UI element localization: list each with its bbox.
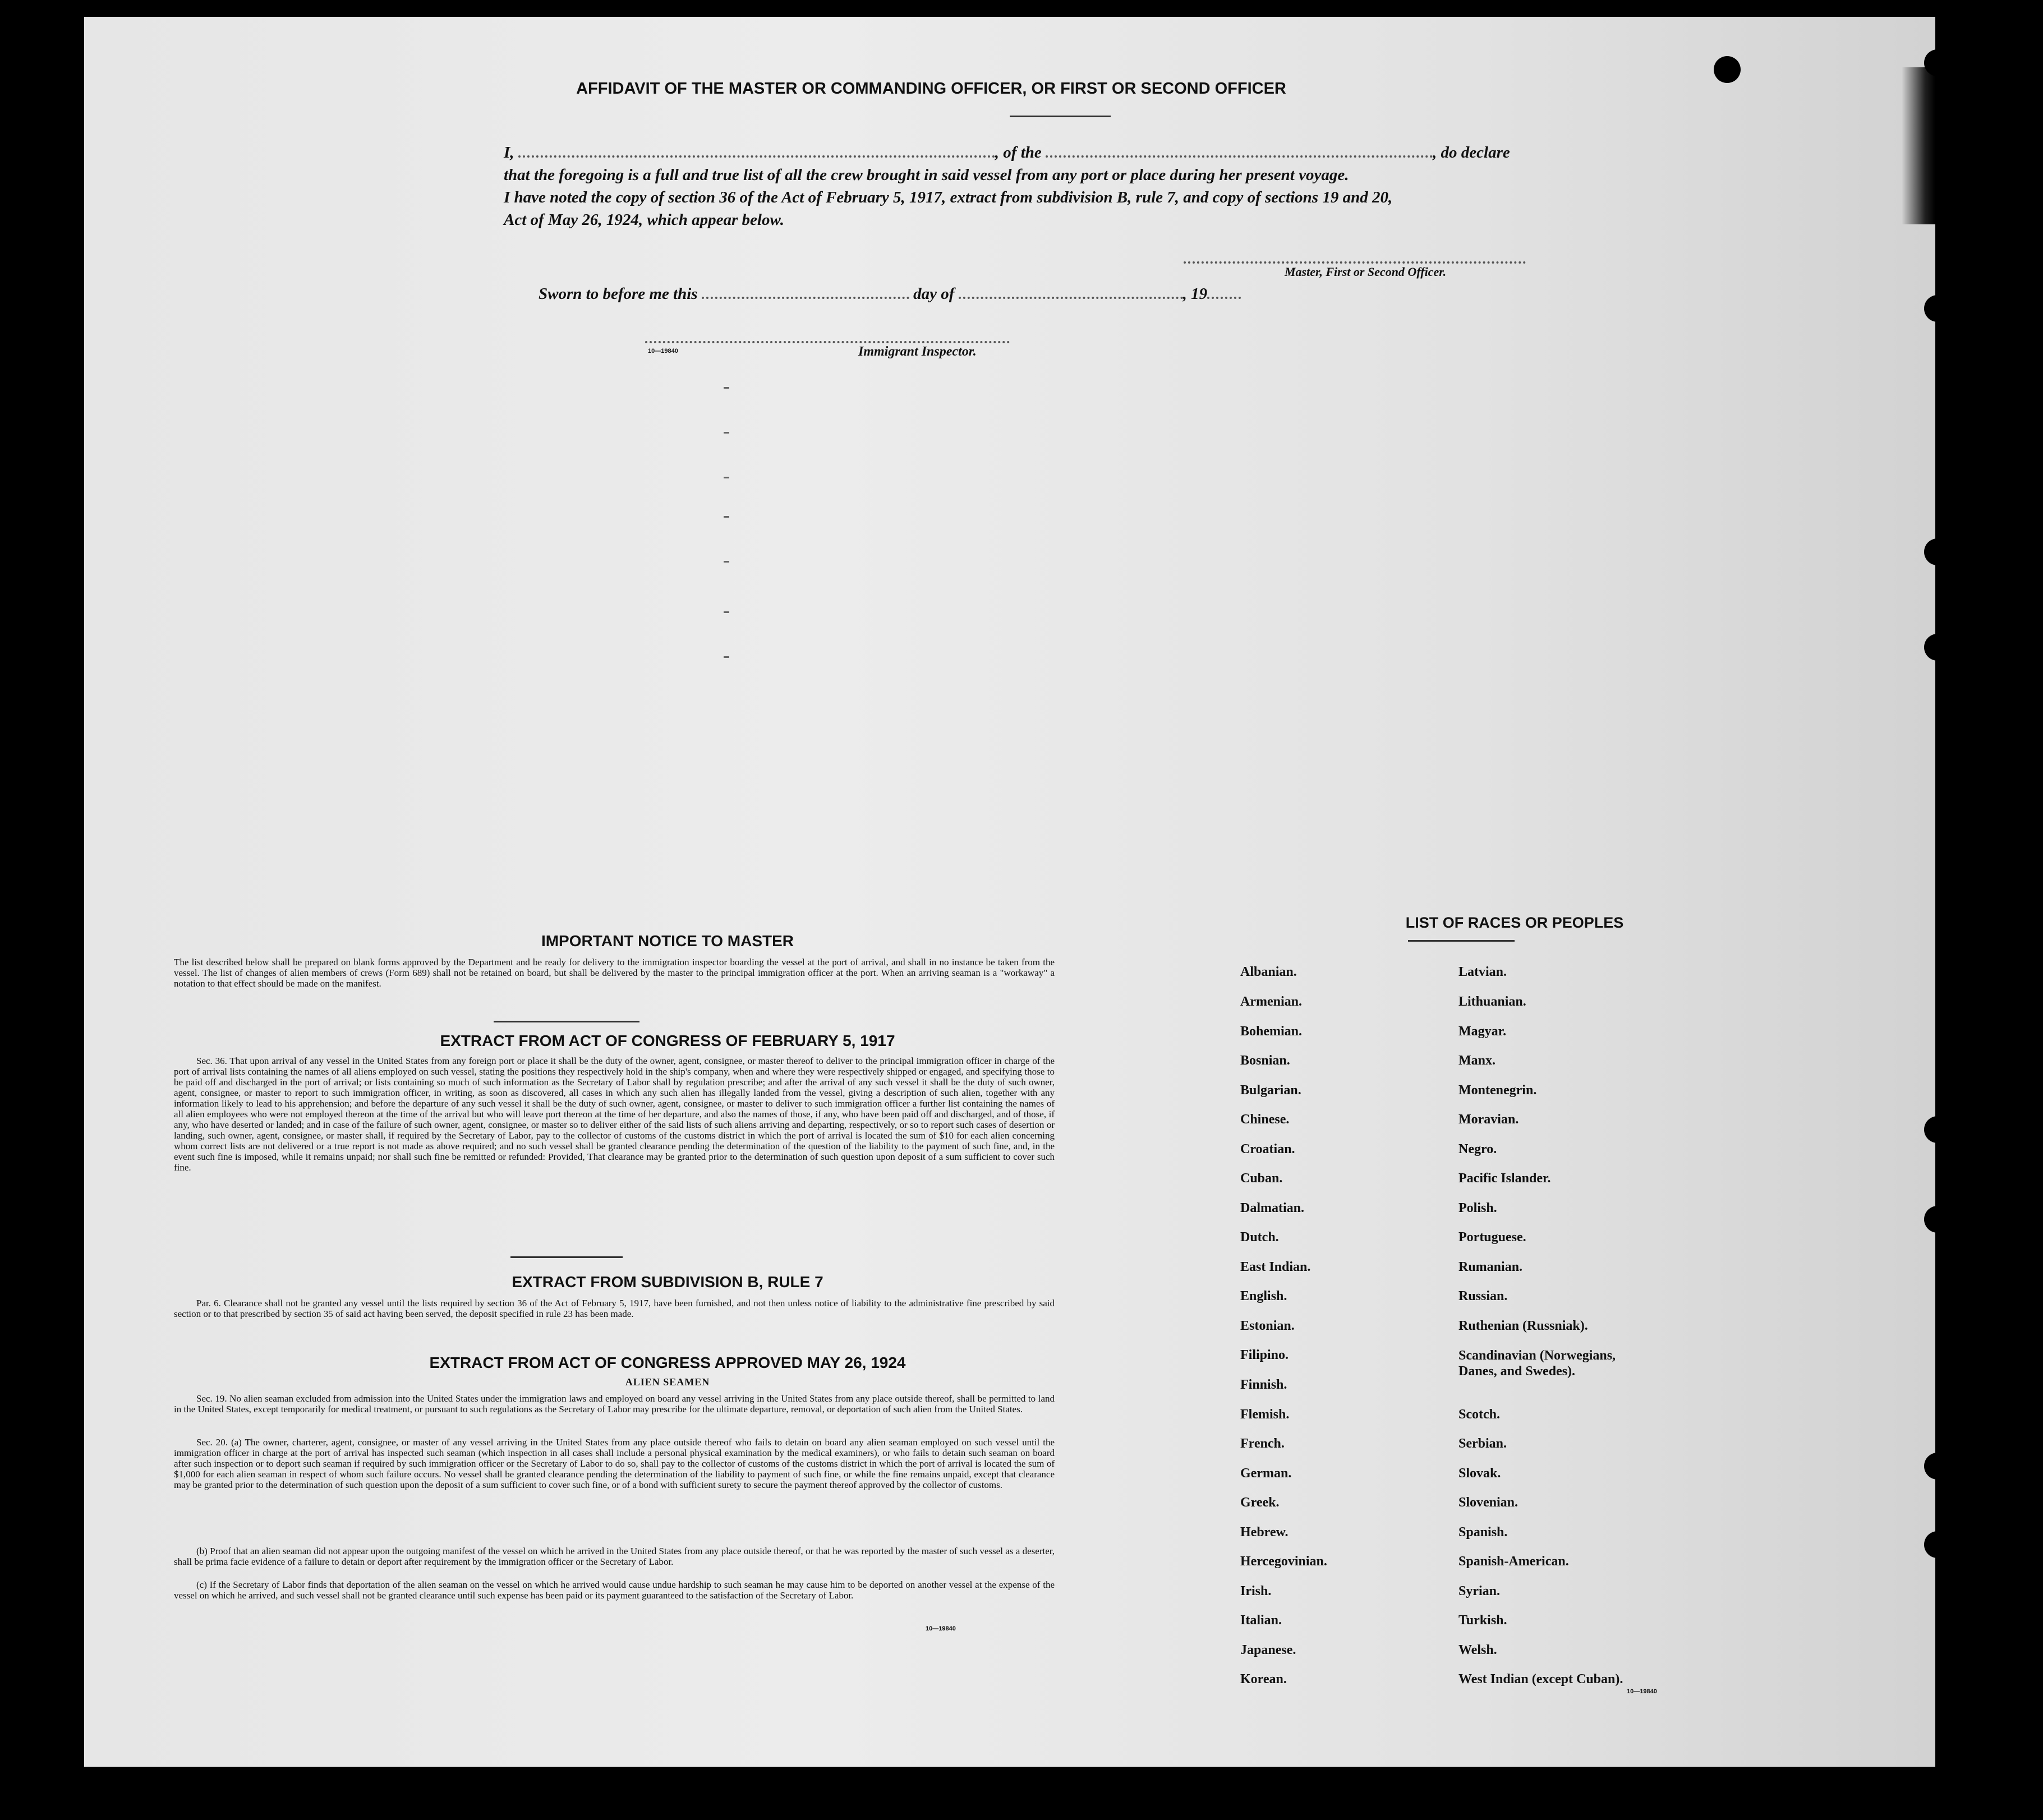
race-right-item: Russian. (1458, 1289, 1508, 1303)
race-right-item: Scandinavian (Norwegians, Danes, and Swedes). (1458, 1348, 1616, 1379)
extract-1924-title: EXTRACT FROM ACT OF CONGRESS APPROVED MAY 26, 1924 (429, 1354, 906, 1371)
race-right-item: Slovenian. (1458, 1495, 1519, 1510)
race-right-item: Pacific Islander. (1458, 1171, 1551, 1186)
race-left-item: East Indian. (1240, 1260, 1311, 1274)
race-left-item: Dutch. (1240, 1230, 1279, 1245)
race-left-item: Korean. (1240, 1672, 1287, 1687)
affidavit-line3: I have noted the copy of section 36 of the Act of February 5, 1917, extract from subdivision B, rule 7, and copy of sections 19 and 20, (504, 188, 1393, 206)
race-left-item: Japanese. (1240, 1643, 1296, 1657)
punch-hole (1924, 538, 1951, 565)
form-number: 10—19840 (648, 348, 678, 354)
inspector-signature-line[interactable] (645, 341, 1010, 343)
race-right-item: Rumanian. (1458, 1260, 1523, 1274)
divider (1408, 940, 1515, 942)
race-right-item: Welsh. (1458, 1643, 1497, 1657)
race-right-item: Latvian. (1458, 965, 1507, 979)
master-signature-line[interactable] (1184, 261, 1526, 264)
subdivision-b-text: Par. 6. Clearance shall not be granted any vessel until the lists required by section 36 of the Act of February 5, 1917, have been furnished, and not then unless notice of liability to the administrative fine prescribed by said section or to that prescribed by section 35 of said act having been served, the deposit specified in rule 23 has been made. (174, 1298, 1055, 1319)
vessel-blank[interactable] (1046, 155, 1433, 158)
notice-title: IMPORTANT NOTICE TO MASTER (541, 932, 794, 950)
race-left-item: Croatian. (1240, 1142, 1295, 1156)
race-left-item: Cuban. (1240, 1171, 1283, 1186)
race-left-item: Greek. (1240, 1495, 1280, 1510)
sworn-line (539, 285, 1241, 303)
race-left-item: Hercegovinian. (1240, 1554, 1327, 1569)
punch-hole (1924, 295, 1951, 322)
declare-label: , do declare (1433, 144, 1510, 162)
inspector-label: Immigrant Inspector. (858, 344, 977, 359)
punch-hole (1924, 1116, 1951, 1143)
extract-1917-title: EXTRACT FROM ACT OF CONGRESS OF FEBRUARY 5, 1917 (440, 1032, 895, 1049)
master-signature-label: Master, First or Second Officer. (1285, 265, 1447, 279)
punch-hole (1924, 1531, 1951, 1558)
fold-mark (724, 611, 729, 613)
race-right-item: Scotch. (1458, 1407, 1500, 1422)
sec-20b-text: (b) Proof that an alien seaman did not appear upon the outgoing manifest of the vessel on which he arrived in the United States from any place outside thereof, or that he was reported by the master of such vessel as a deserter, shall be prima facie evidence of a failure to detain or deport after requirement by the immigration officer or the Secretary of Labor. (174, 1546, 1055, 1567)
races-title: LIST OF RACES OR PEOPLES (1405, 914, 1624, 931)
notice-text: The list described below shall be prepared on blank forms approved by the Department and be ready for delivery to the immigration inspector boarding the vessel at the port of arrival, and shall in no instance be taken from the vessel. The list of changes of alien members of crews (Form 689) shall not be retained on board, but shall be delivered by the master to the principal immigration officer at the port. When an arriving seaman is a "workaway" a notation to that effect should be made on the manifest. (174, 957, 1055, 989)
race-right-item: Serbian. (1458, 1436, 1507, 1451)
race-left-item: Finnish. (1240, 1377, 1287, 1392)
form-number: 10—19840 (926, 1625, 956, 1632)
race-right-item: Syrian. (1458, 1584, 1501, 1598)
fold-mark (724, 656, 729, 658)
affidavit-line4: Act of May 26, 1924, which appear below. (504, 211, 784, 229)
form-number: 10—19840 (1627, 1688, 1657, 1695)
sworn-year-blank[interactable] (1207, 297, 1241, 299)
race-right-item: Magyar. (1458, 1024, 1507, 1039)
fold-mark (724, 432, 729, 434)
race-left-item: German. (1240, 1466, 1292, 1481)
race-left-item: Estonian. (1240, 1319, 1295, 1333)
alien-seamen-subtitle: ALIEN SEAMEN (625, 1376, 710, 1388)
race-right-item: Manx. (1458, 1053, 1496, 1068)
sworn-day-blank[interactable] (702, 297, 909, 299)
punch-hole (1924, 634, 1951, 661)
race-left-item: Bulgarian. (1240, 1083, 1301, 1098)
race-right-item: Turkish. (1458, 1613, 1507, 1628)
punch-hole (1924, 1206, 1951, 1233)
fold-mark (724, 387, 729, 389)
race-left-item: French. (1240, 1436, 1285, 1451)
fold-mark (724, 516, 729, 518)
fold-mark (724, 477, 729, 478)
punch-hole (1714, 56, 1741, 83)
fold-mark (724, 561, 729, 563)
race-left-item: Chinese. (1240, 1112, 1290, 1127)
race-left-item: Armenian. (1240, 994, 1302, 1009)
sworn-month-blank[interactable] (959, 297, 1183, 299)
divider (1010, 116, 1111, 117)
day-of-label: day of (913, 285, 955, 303)
punch-hole (1924, 1453, 1951, 1480)
race-left-item: Albanian. (1240, 965, 1297, 979)
race-right-item: Slovak. (1458, 1466, 1501, 1481)
race-right-item: Negro. (1458, 1142, 1497, 1156)
name-blank[interactable] (518, 155, 995, 158)
race-right-item: Polish. (1458, 1201, 1497, 1215)
race-right-item: Ruthenian (Russniak). (1458, 1319, 1588, 1333)
sec-19-text: Sec. 19. No alien seaman excluded from admission into the United States under the immigration laws and employed on board any vessel arriving in the United States from any place outside thereof, shall be permitted to land in the United States, except temporarily for medical treatment, or pursuant to such regulations as the Secretary of Labor may prescribe for the ultimate departure, removal, or deportation of such alien from the United States. (174, 1393, 1055, 1414)
race-right-item: Lithuanian. (1458, 994, 1526, 1009)
sec-20c-text: (c) If the Secretary of Labor finds that deportation of the alien seaman on the vessel on which he arrived would cause undue hardship to such seaman he may cause him to be deported on another vessel at the expense of the vessel on which he arrived, and such vessel shall not be granted clearance until such expense has been paid or its payment guaranteed to the satisfaction of the Secretary of Labor. (174, 1579, 1055, 1601)
race-left-item: English. (1240, 1289, 1287, 1303)
affidavit-line2: that the foregoing is a full and true list of all the crew brought in said vessel from any port or place during her present voyage. (504, 166, 1349, 184)
divider (510, 1256, 623, 1258)
race-left-item: Filipino. (1240, 1348, 1289, 1362)
race-left-item: Italian. (1240, 1613, 1282, 1628)
race-right-item: Moravian. (1458, 1112, 1519, 1127)
affidavit-title: AFFIDAVIT OF THE MASTER OR COMMANDING OFFICER, OR FIRST OR SECOND OFFICER (576, 80, 1286, 98)
subdivision-b-title: EXTRACT FROM SUBDIVISION B, RULE 7 (512, 1273, 823, 1291)
sworn-label: Sworn to before me this (539, 285, 698, 303)
sec-20a-text: Sec. 20. (a) The owner, charterer, agent, consignee, or master of any vessel arriving in the United States from any place outside thereof who fails to detain on board any alien seaman employed on such vessel until the immigration officer in charge at the port of arrival has inspected such seaman (which inspection in all cases shall include a personal physical examination by the medical examiners), or who fails to detain such seaman on board after such inspection or to deport such seaman if required by such immigration officer or the Secretary of Labor to do so, shall pay to the collector of customs of the customs district in which the port of arrival is located the sum of $1,000 for each alien seaman in respect of whom such failure occurs. No vessel shall be granted clearance pending the determination of the liability to payment of such fine, or while the fine remains unpaid, except that clearance may be granted prior to the determination of such question upon the deposit of a sum sufficient to cover such fine, or of a bond with sufficient surety to secure the payment thereof approved by the collector of customs. (174, 1437, 1055, 1490)
race-right-item: Montenegrin. (1458, 1083, 1537, 1098)
year-label: , 19 (1182, 285, 1208, 303)
race-left-item: Bohemian. (1240, 1024, 1303, 1039)
race-left-item: Dalmatian. (1240, 1201, 1304, 1215)
of-the-label: , of the (995, 144, 1042, 162)
race-left-item: Hebrew. (1240, 1525, 1289, 1540)
torn-edge (1902, 67, 1935, 224)
race-left-item: Flemish. (1240, 1407, 1290, 1422)
race-left-item: Bosnian. (1240, 1053, 1290, 1068)
race-right-item: Portuguese. (1458, 1230, 1526, 1245)
race-right-item: Spanish. (1458, 1525, 1508, 1540)
divider (494, 1021, 639, 1022)
affidavit-line1 (504, 144, 1631, 162)
extract-1917-text: Sec. 36. That upon arrival of any vessel in the United States from any foreign port or place it shall be the duty of the owner, agent, consignee, or master thereof to deliver to the principal immigration officer in charge of the port of arrival lists containing the names of all aliens employed on such vessel, stating the positions they respectively hold in the ship's company, when and where they were respectively shipped or engaged, and specifying those to be paid off and discharged in the port of arrival; or lists containing so much of such information as the Secretary of Labor shall by regulation prescribe; and after the arrival of any such vessel it shall be the duty of such owner, agent, consignee, or master to report to such immigration officer, in writing, as soon as discovered, all cases in which any such alien has illegally landed from the vessel, giving a description of such alien, together with any information likely to lead to his apprehension; and before the departure of any such vessel it shall be the duty of such owner, agent, consignee, or master to deliver to such immigration officer a further list containing the names of all alien employees who were not employed thereon at the time of the arrival but who will leave port thereon at the time of her departure, and also the names of those, if any, who have been paid off and discharged, and of those, if any, who have deserted or landed; and in case of the failure of such owner, agent, consignee, or master so to deliver either of the said lists of such aliens arriving and departing, respectively, or so to report such cases of desertion or landing, such owner, agent, consignee, or master shall, if required by the Secretary of Labor, pay to the collector of customs of the customs district in which the port of arrival is located the sum of $10 for each alien concerning whom correct lists are not delivered or a true report is not made as above required; and no such vessel shall be granted clearance pending the determination of the question of the liability to the payment of such fine, and, in the event such fine is imposed, while it remains unpaid; nor shall such fine be remitted or refunded: Provided, That clearance may be granted prior to the determination of such question upon deposit of a sum sufficient to cover such fine. (174, 1056, 1055, 1173)
race-right-item: Spanish-American. (1458, 1554, 1569, 1569)
i-label: I, (504, 144, 514, 162)
race-left-item: Irish. (1240, 1584, 1272, 1598)
race-right-item: West Indian (except Cuban). (1458, 1672, 1623, 1687)
document-page (84, 17, 1935, 1767)
